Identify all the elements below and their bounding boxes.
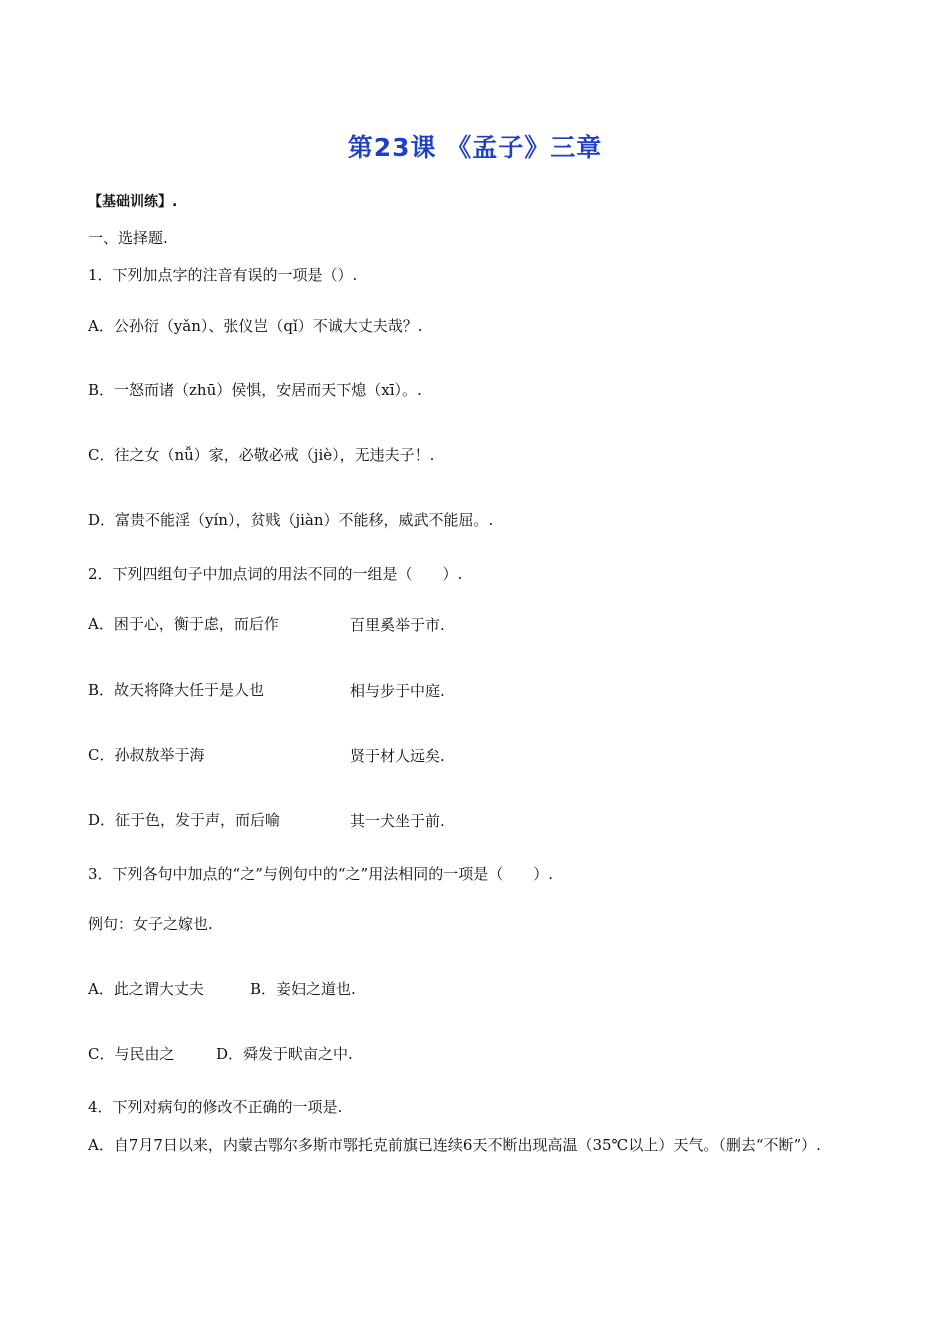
question-2-option-d-right: 其一犬坐于前.: [350, 812, 445, 830]
question-4-stem: 4．下列对病句的修改不正确的一项是.: [88, 1098, 343, 1116]
question-3-option-b: B．妾妇之道也.: [250, 980, 356, 998]
question-4-option-a: A．自7月7日以来，内蒙古鄂尔多斯市鄂托克前旗已连续6天不断出现高温（35℃以上）天气。（删去“不断”）.: [88, 1136, 821, 1154]
question-2-option-a-right: 百里奚举于市.: [350, 616, 445, 634]
question-2-option-c: C．孙叔敖举于海: [88, 746, 205, 764]
question-3-example: 例句：女子之嫁也.: [88, 915, 213, 933]
page-title: 第23课 《孟子》三章: [347, 133, 603, 162]
question-2-option-c-right: 贤于材人远矣.: [350, 747, 445, 765]
question-2-option-b-right: 相与步于中庭.: [350, 682, 445, 700]
question-2-option-a: A．困于心，衡于虑，而后作: [88, 615, 279, 633]
question-1-option-a: A．公孙衍（yǎn）、张仪岂（qǐ）不诚大丈夫哉？.: [88, 317, 423, 335]
question-2-stem: 2．下列四组句子中加点词的用法不同的一组是（ ）.: [88, 565, 463, 583]
question-1-option-c: C．往之女（nǚ）家，必敬必戒（jiè），无违夫子！.: [88, 446, 435, 464]
question-2-option-d: D．征于色，发于声，而后喻: [88, 811, 281, 829]
part-heading: 一、选择题.: [88, 229, 168, 247]
section-heading: 【基础训练】.: [88, 194, 178, 210]
question-1-option-b: B．一怒而诸（zhū）侯惧，安居而天下熄（xī）。.: [88, 381, 422, 399]
question-1-stem: 1．下列加点字的注音有误的一项是（）.: [88, 266, 358, 284]
question-3-stem: 3．下列各句中加点的“之”与例句中的“之”用法相同的一项是（ ）.: [88, 865, 553, 883]
question-3-option-d: D．舜发于畎亩之中.: [216, 1045, 353, 1063]
question-1-option-d: D．富贵不能淫（yín），贫贱（jiàn）不能移，威武不能屈。.: [88, 511, 494, 529]
question-3-option-c: C．与民由之: [88, 1045, 175, 1063]
question-3-option-a: A．此之谓大丈夫: [88, 980, 204, 998]
question-2-option-b: B．故天将降大任于是人也: [88, 681, 265, 699]
